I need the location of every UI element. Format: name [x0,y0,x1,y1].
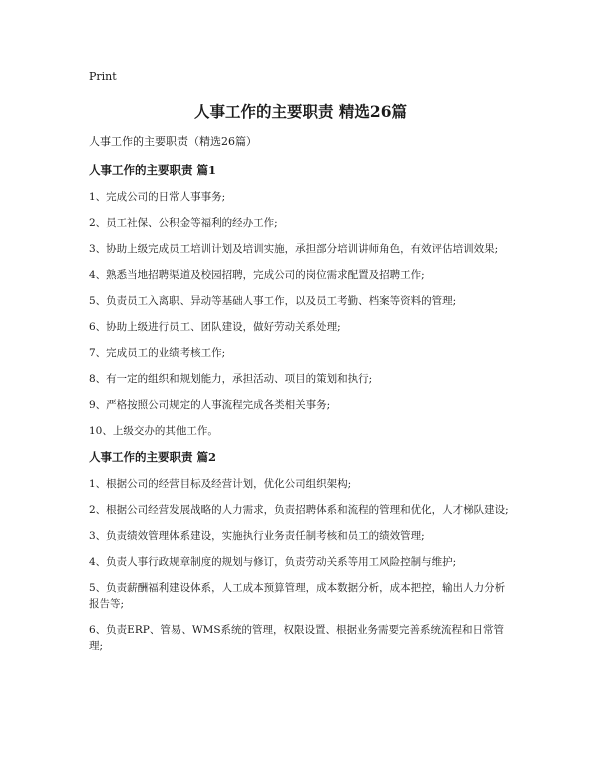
list-item: 8、有一定的组织和规划能力，承担活动、项目的策划和执行; [89,373,373,385]
list-item: 6、协助上级进行员工、团队建设，做好劳动关系处理; [89,321,341,333]
list-item: 3、负责绩效管理体系建设，实施执行业务责任制考核和员工的绩效管理; [89,530,425,542]
print-label[interactable]: Print [89,70,117,83]
list-item: 9、严格按照公司规定的人事流程完成各类相关事务; [89,399,331,411]
list-item: 1、根据公司的经营目标及经营计划，优化公司组织架构; [89,478,352,490]
list-item: 1、完成公司的日常人事事务; [89,191,226,203]
list-item: 4、熟悉当地招聘渠道及校园招聘，完成公司的岗位需求配置及招聘工作; [89,269,425,281]
section-1 [89,162,512,439]
section-heading: 人事工作的主要职责 篇2 [89,450,217,464]
list-item: 7、完成员工的业绩考核工作; [89,347,226,359]
list-item: 2、根据公司经营发展战略的人力需求，负责招聘体系和流程的管理和优化，人才梯队建设; [89,504,509,516]
section-heading: 人事工作的主要职责 篇1 [89,163,217,177]
list-item: 2、员工社保、公积金等福利的经办工作; [89,217,278,229]
section-item-list [89,476,512,654]
section-2 [89,449,512,654]
list-item: 3、协助上级完成员工培训计划及培训实施，承担部分培训讲师角色，有效评估培训效果; [89,243,499,255]
page-title: 人事工作的主要职责 精选26篇 [194,102,407,121]
list-item: 6、负责ERP、管易、WMS系统的管理，权限设置、根据业务需要完善系统流程和日常管理; [89,624,505,652]
list-item: 10、上级交办的其他工作。 [89,425,218,437]
list-item: 5、负责薪酬福利建设体系，人工成本预算管理，成本数据分析，成本把控，输出人力分析报告等; [89,582,506,610]
list-item: 5、负责员工入离职、异动等基础人事工作，以及员工考勤、档案等资料的管理; [89,295,457,307]
page-subtitle: 人事工作的主要职责（精选26篇） [89,135,257,148]
section-item-list [89,189,512,439]
list-item: 4、负责人事行政规章制度的规划与修订，负责劳动关系等用工风险控制与维护; [89,556,457,568]
